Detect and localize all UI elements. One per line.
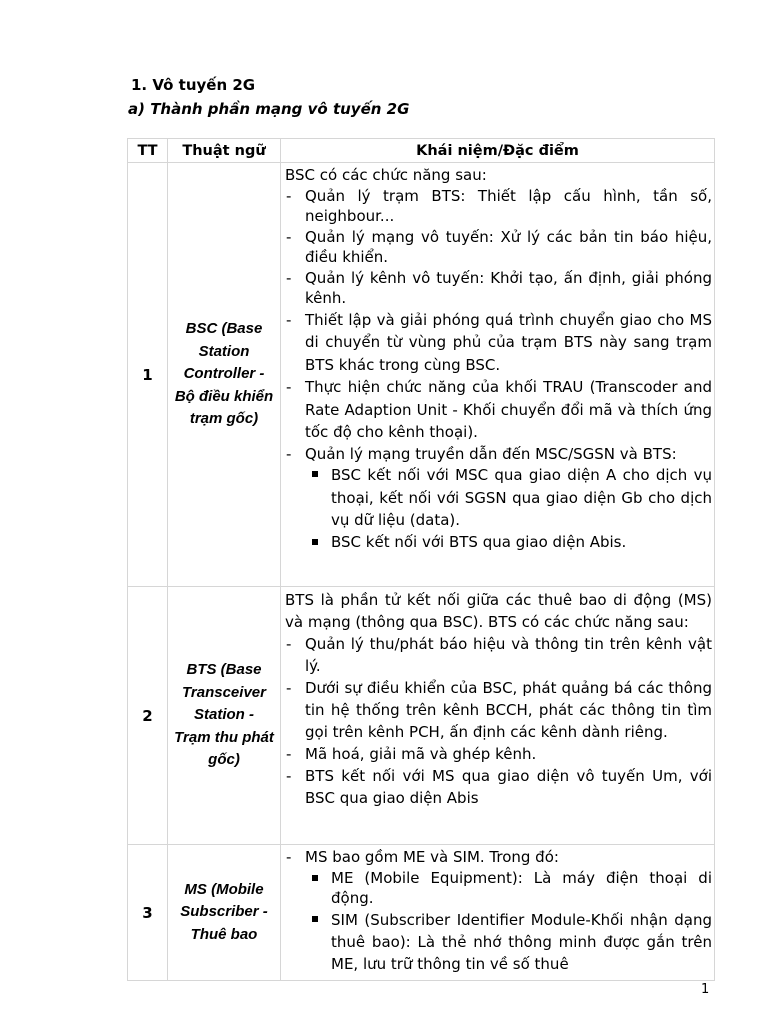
list-item: - Thiết lập và giải phóng quá trình chuyển giao cho MS di chuyển từ vùng phủ của trạm BTS này sang trạm BTS khác trong cùng BSC. (286, 310, 712, 374)
term-cell: BTS (Base Transceiver Station - Trạm thu phát gốc) (168, 587, 281, 845)
sub-list-item: ME (Mobile Equipment): Là máy điện thoại di động. (285, 868, 712, 909)
list-item: - Dưới sự điều khiển của BSC, phát quảng bá các thông tin hệ thống trên kênh BCCH, phát các thông tin tìm gọi trên kênh PCH, ấn định các kênh dành riêng. (286, 679, 712, 741)
description-cell (281, 163, 715, 587)
table-row (128, 163, 715, 587)
description-intro: BSC có các chức năng sau: (285, 166, 487, 184)
page-number: 1 (701, 982, 710, 997)
list-item: - Mã hoá, giải mã và ghép kênh. (286, 745, 537, 763)
list-item: - MS bao gồm ME và SIM. Trong đó: (286, 848, 559, 866)
header-concept: Khái niệm/Đặc điểm (281, 139, 715, 163)
description-cell (281, 587, 715, 845)
subsection-heading: a) Thành phần mạng vô tuyến 2G (128, 100, 410, 118)
list-item: - Quản lý thu/phát báo hiệu và thông tin trên kênh vật lý. (286, 635, 712, 675)
header-tt: TT (128, 139, 168, 163)
sub-list-item: SIM (Subscriber Identifier Module-Khối nhận dạng thuê bao): Là thẻ nhớ thông minh được gắn trên ME, lưu trữ thông tin về số thuê (285, 909, 712, 975)
terms-table (127, 138, 715, 981)
row-number: 2 (128, 587, 168, 845)
row-number: 1 (128, 163, 168, 587)
table-header-row (128, 139, 715, 163)
description-cell (281, 845, 715, 981)
section-heading: 1. Vô tuyến 2G (131, 76, 256, 94)
row-number: 3 (128, 845, 168, 981)
description-intro: BTS là phần tử kết nối giữa các thuê bao di động (MS) và mạng (thông qua BSC). BTS có các chức năng sau: (285, 591, 712, 631)
list-item: - Thực hiện chức năng của khối TRAU (Transcoder and Rate Adaption Unit - Khối chuyển đổi mã và thích ứng tốc độ cho kênh thoại). (286, 378, 712, 441)
list-item: - Quản lý kênh vô tuyến: Khởi tạo, ấn định, giải phóng kênh. (286, 268, 712, 307)
list-item: - Quản lý trạm BTS: Thiết lập cấu hình, tần số, neighbour... (286, 186, 712, 225)
list-item: - BTS kết nối với MS qua giao diện vô tuyến Um, với BSC qua giao diện Abis (286, 767, 712, 807)
table-row (128, 587, 715, 845)
term-cell: BSC (Base Station Controller - Bộ điều khiển trạm gốc) (168, 163, 281, 587)
table-row (128, 845, 715, 981)
term-cell: MS (Mobile Subscriber - Thuê bao (168, 845, 281, 981)
list-item: - Quản lý mạng truyền dẫn đến MSC/SGSN và BTS: (286, 444, 677, 463)
list-item: - Quản lý mạng vô tuyến: Xử lý các bản tin báo hiệu, điều khiển. (286, 227, 712, 266)
sub-list-item: BSC kết nối với BTS qua giao diện Abis. (285, 532, 712, 553)
header-term: Thuật ngữ (168, 139, 281, 163)
sub-list-item: BSC kết nối với MSC qua giao diện A cho dịch vụ thoại, kết nối với SGSN qua giao diện Gb cho dịch vụ dữ liệu (data). (285, 464, 712, 532)
